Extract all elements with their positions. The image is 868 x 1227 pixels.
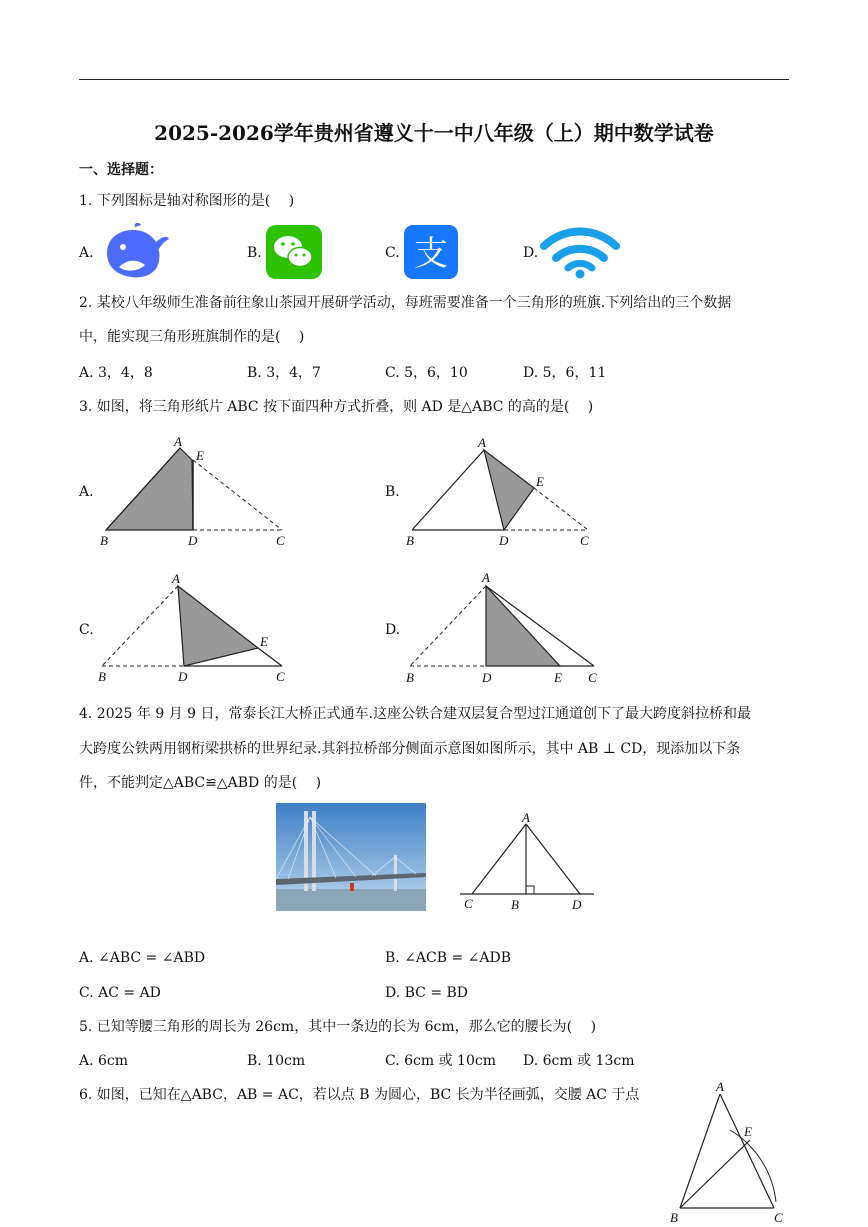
q2-option-b: B. 3，4，7: [247, 365, 321, 381]
point-b: B: [406, 533, 414, 548]
q2-option-d: D. 5，6，11: [523, 365, 607, 381]
point-e: E: [536, 474, 544, 489]
q4-option-c: C. AC = AD: [79, 985, 161, 1001]
q4-line3: 件，不能判定△ABC≌△ABD 的是( ): [79, 775, 322, 791]
q4-figure: [458, 810, 598, 912]
point-d: D: [499, 533, 509, 548]
alipay-glyph: 支: [414, 234, 448, 274]
wechat-icon: [266, 225, 322, 279]
point-d: D: [178, 669, 188, 684]
q3-figure-b: [402, 430, 602, 550]
point-a: A: [174, 434, 182, 449]
q3-stem: 3. 如图，将三角形纸片 ABC 按下面四种方式折叠，则 AD 是△ABC 的高的是( ): [79, 399, 594, 415]
q1-label-b: B.: [247, 245, 262, 261]
q3-figure-a: [96, 430, 296, 550]
point-b: B: [406, 670, 414, 685]
q4-line2: 大跨度公铁两用钢桁梁拱桥的世界纪录.其斜拉桥部分侧面示意图如图所示，其中 AB ⊥ CD，现添加以下条: [79, 741, 741, 757]
page-title: 2025-2026学年贵州省遵义十一中八年级（上）期中数学试卷: [154, 121, 714, 145]
q5-option-a: A. 6cm: [79, 1053, 129, 1069]
point-b: B: [100, 533, 108, 548]
q4-option-a: A. ∠ABC = ∠ABD: [79, 950, 206, 966]
point-b: B: [511, 897, 519, 912]
q5-option-c: C. 6cm 或 10cm: [385, 1053, 496, 1069]
q3-label-b: B.: [385, 484, 400, 500]
whale-logo-icon: [99, 223, 171, 281]
point-c: C: [774, 1210, 783, 1225]
point-a: A: [482, 570, 490, 585]
q1-label-a: A.: [79, 245, 94, 261]
point-c: C: [580, 533, 589, 548]
point-b: B: [98, 669, 106, 684]
alipay-icon: [404, 225, 458, 279]
point-e: E: [260, 634, 268, 649]
point-a: A: [716, 1079, 724, 1094]
q5-option-d: D. 6cm 或 13cm: [523, 1053, 635, 1069]
q3-label-a: A.: [79, 484, 94, 500]
point-d: D: [482, 670, 492, 685]
point-c: C: [588, 670, 597, 685]
point-c: C: [276, 669, 285, 684]
q1-label-d: D.: [523, 245, 539, 261]
q2-option-a: A. 3，4，8: [79, 365, 153, 381]
point-e: E: [196, 448, 204, 463]
section-heading: 一、选择题：: [79, 162, 163, 178]
point-c: C: [276, 533, 285, 548]
q2-line2: 中，能实现三角形班旗制作的是( ): [79, 329, 305, 345]
q4-line1: 4. 2025 年 9 月 9 日，常泰长江大桥正式通车.这座公铁合建双层复合型过江通道创下了最大跨度斜拉桥和最: [79, 706, 751, 722]
point-c: C: [464, 896, 473, 911]
q3-label-d: D.: [385, 622, 401, 638]
q4-option-d: D. BC = BD: [385, 985, 469, 1001]
point-d: D: [188, 533, 198, 548]
q1-label-c: C.: [385, 245, 400, 261]
point-a: A: [522, 810, 530, 825]
wifi-icon: [540, 224, 620, 280]
point-e: E: [554, 670, 562, 685]
point-e: E: [744, 1124, 752, 1139]
q6-stem: 6. 如图，已知在△ABC，AB = AC，若以点 B 为圆心，BC 长为半径画弧，交腰 AC 于点: [79, 1087, 640, 1103]
q3-label-c: C.: [79, 622, 94, 638]
q5-option-b: B. 10cm: [247, 1053, 306, 1069]
point-d: D: [572, 897, 582, 912]
point-b: B: [670, 1210, 678, 1225]
q6-figure: [664, 1078, 794, 1227]
q3-figure-c: [96, 570, 296, 688]
top-rule: [79, 79, 789, 80]
q2-line1: 2. 某校八年级师生准备前往象山茶园开展研学活动，每班需要准备一个三角形的班旗.下列给出的三个数据: [79, 295, 732, 311]
q1-stem: 1. 下列图标是轴对称图形的是( ): [79, 193, 295, 209]
q5-stem: 5. 已知等腰三角形的周长为 26cm，其中一条边的长为 6cm，那么它的腰长为( ): [79, 1019, 597, 1035]
point-a: A: [172, 571, 180, 586]
q3-figure-d: [402, 568, 612, 688]
bridge-photo: [276, 803, 426, 911]
point-a: A: [478, 435, 486, 450]
q2-option-c: C. 5，6，10: [385, 365, 468, 381]
q4-option-b: B. ∠ACB = ∠ADB: [385, 950, 512, 966]
